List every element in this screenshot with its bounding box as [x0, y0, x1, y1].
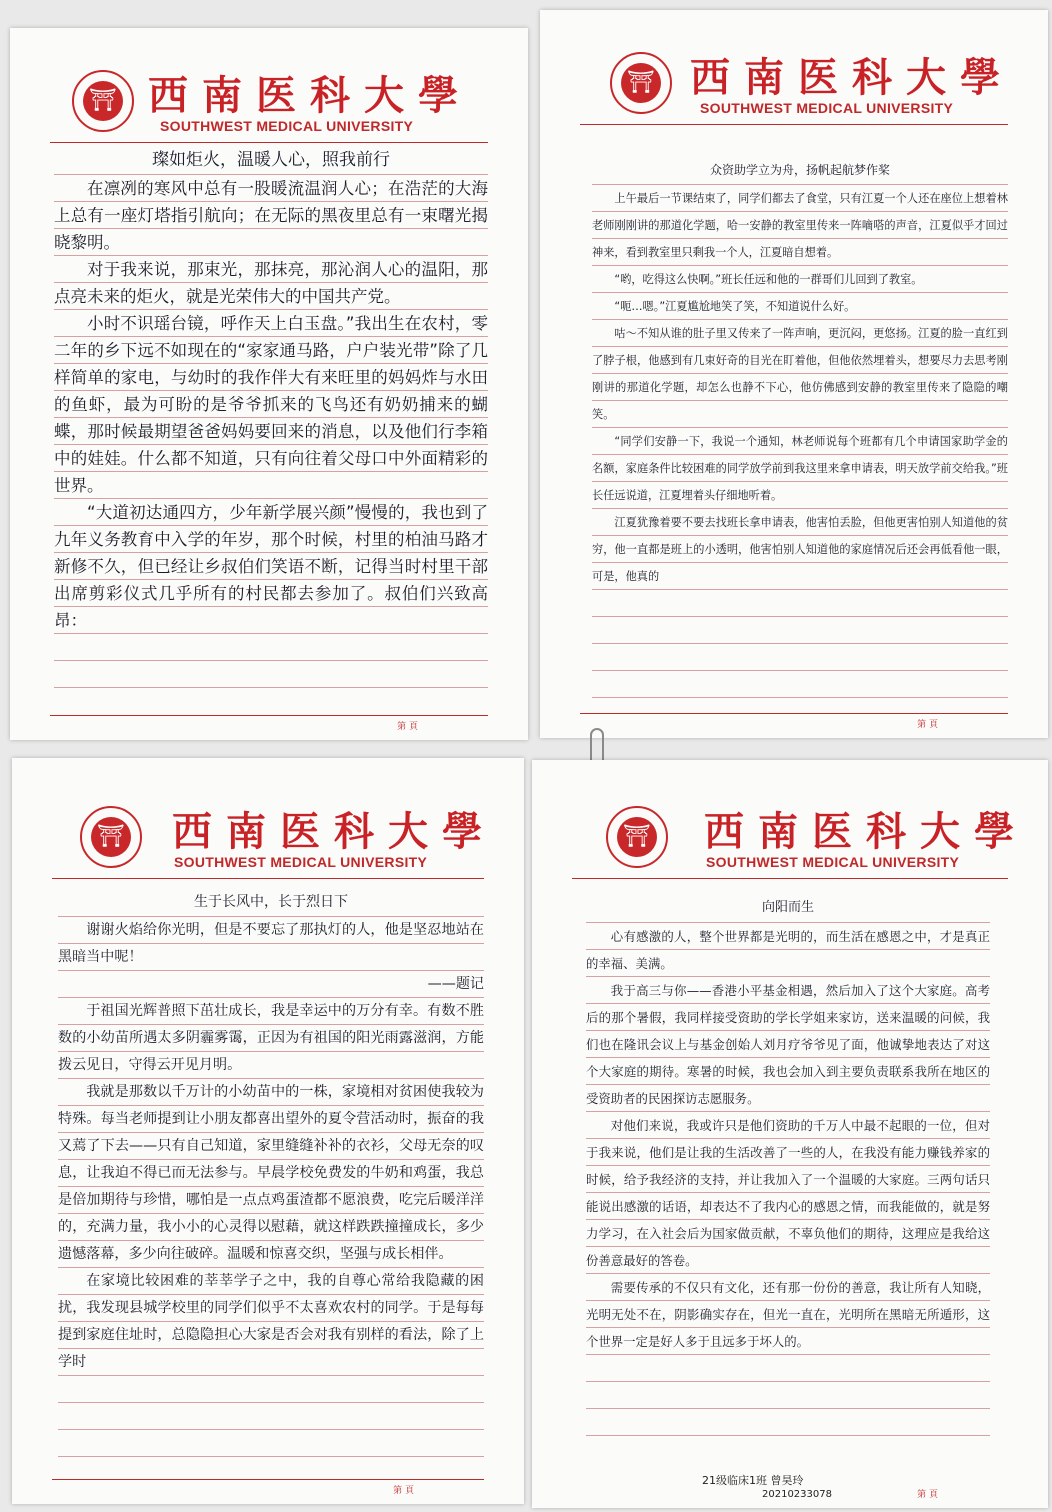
author-line: 21级临床1班 曾昊玲 — [702, 1474, 804, 1487]
paragraph: 对于我来说，那束光，那抹亮，那沁润人心的温阳，那点亮未来的炬火，就是光荣伟大的中国共产党。 — [54, 260, 488, 306]
university-name-cn: 西南医科大學 — [172, 808, 496, 855]
essay-body — [54, 148, 488, 708]
header-rule — [50, 142, 488, 143]
university-name-cn: 西南医科大學 — [148, 72, 472, 119]
university-name-en: SOUTHWEST MEDICAL UNIVERSITY — [174, 854, 428, 870]
paragraph: “呃…嗯。”江夏尴尬地笑了笑，不知道说什么好。 — [614, 300, 856, 313]
university-header — [10, 62, 528, 142]
paragraph: 需要传承的不仅只有文化，还有那一份份的善意，我让所有人知晓，光明无处不在，阴影确实存在，但光一直在，光明所在黑暗无所遁形，这个世界一定是好人多于且远多于坏人的。 — [586, 1280, 990, 1349]
essay-title: 生于长风中，长于烈日下 — [194, 894, 348, 910]
university-name-cn: 西南医科大學 — [704, 808, 1028, 855]
university-name-en: SOUTHWEST MEDICAL UNIVERSITY — [706, 854, 960, 870]
page-number-label: 第 頁 — [917, 1490, 938, 1500]
university-header — [12, 798, 524, 878]
paragraph: 小时不识瑶台镜，呼作天上白玉盘。”我出生在农村，零二年的乡下远不如现在的“家家通马路，户户装光带”除了几样简单的家电，与幼时的我作伴大有来旺里的妈妈炸与水田的鱼虾，最为可盼的是爷爷抓来的飞鸟还有奶奶捕来的蝴蝶，那时候最期望爸爸妈妈要回来的消息，以及他们行李箱中的娃娃。什么都不知道，只有向往着父母口中外面精彩的世界。 — [54, 314, 488, 495]
essay-title: 璨如炬火，温暖人心，照我前行 — [152, 150, 390, 170]
page-number-label: 第 頁 — [393, 1486, 414, 1496]
university-logo: ⛩ — [80, 806, 142, 868]
page-number-label: 第 頁 — [397, 722, 418, 732]
essay-title: 向阳而生 — [761, 900, 814, 915]
university-logo: ⛩ — [72, 70, 134, 132]
paragraph: 在家境比较困难的莘莘学子之中，我的自尊心常给我隐藏的困扰，我发现县城学校里的同学们似乎不太喜欢农村的同学。于是每每提到家庭住址时，总隐隐担心大家是否会对我有别样的看法，除了上学时 — [58, 1273, 484, 1370]
paragraph: 江夏犹豫着要不要去找班长拿申请表，他害怕丢脸，但他更害怕别人知道他的贫穷，他一直都是班上的小透明，他害怕别人知道他的家庭情况后还会再低看他一眼，可是，他真的 — [592, 516, 1008, 583]
header-rule — [572, 878, 1008, 879]
paragraph: 我于高三与你——香港小平基金相遇，然后加入了这个大家庭。高考后的那个暑假，我同样接受资助的学长学姐来家访，送来温暖的问候，我们也在隆讯会议上与基金创始人刘月疗爷爷见了面，他诚挚地表达了对这个大家庭的期待。寒暑的时候，我也会加入到主要负责联系我所在地区的受资助者的民困探访志愿服务。 — [586, 983, 990, 1106]
university-name-cn: 西南医科大學 — [690, 54, 1014, 101]
university-header — [532, 798, 1048, 878]
university-name-en: SOUTHWEST MEDICAL UNIVERSITY — [160, 118, 414, 134]
essay-body — [592, 158, 1008, 698]
paragraph: “哟，吃得这么快啊。”班长任远和他的一群哥们儿回到了教室。 — [614, 273, 923, 286]
footer-rule — [52, 1479, 484, 1480]
paragraph: 上午最后一节课结束了，同学们都去了食堂，只有江夏一个人还在座位上想着林老师刚刚讲的那道化学题，哈一安静的教室里传来一阵嘀嗒的声音，江夏似乎才回过神来，看到教室里只剩我一个人，江夏暗自想着。 — [592, 192, 1008, 259]
epigraph-sign: ——题记 — [427, 976, 484, 992]
student-id: 20210233078 — [762, 1489, 832, 1500]
essay-title: 众资助学立为舟，扬帆起航梦作桨 — [709, 163, 890, 177]
university-header — [540, 44, 1048, 124]
paragraph: 于祖国光辉普照下茁壮成长，我是幸运中的万分有幸。有数不胜数的小幼苗所遇太多阴霾雾霭，正因为有祖国的阳光雨露滋润，方能拨云见日，守得云开见月明。 — [58, 1003, 484, 1073]
paragraph: “大道初达通四方，少年新学展兴颜”慢慢的，我也到了九年义务教育中入学的年岁，那个时候，村里的柏油马路才新修不久，但已经让乡叔伯们笑语不断，记得当时村里干部出席剪彩仪式几乎所有的村民都去参加了。叔伯们兴致高昂： — [54, 503, 488, 630]
essay-body — [586, 896, 990, 1456]
footer-rule — [580, 713, 1008, 714]
footer-rule — [50, 715, 488, 716]
essay-body — [58, 890, 484, 1475]
paragraph: 对他们来说，我或许只是他们资助的千万人中最不起眼的一位，但对于我来说，他们是让我的生活改善了一些的人，在我没有能力赚钱养家的时候，给予我经济的支持，并让我加入了一个温暖的大家庭。三两句话只能说出感激的话语，却表达不了我内心的感恩之情，而我能做的，就是努力学习，在入社会后为国家做贡献，不辜负他们的期待，这理应是我给这份善意最好的答卷。 — [586, 1118, 990, 1268]
university-logo: ⛩ — [610, 52, 672, 114]
header-rule — [52, 878, 484, 879]
university-logo: ⛩ — [606, 806, 668, 868]
essay-page-1 — [10, 28, 528, 740]
essay-page-4 — [532, 760, 1048, 1508]
paragraph: 在凛冽的寒风中总有一股暖流温润人心；在浩茫的大海上总有一座灯塔指引航向；在无际的黑夜里总有一束曙光揭晓黎明。 — [54, 179, 488, 252]
page-number-label: 第 頁 — [917, 720, 938, 730]
paragraph: 我就是那数以千万计的小幼苗中的一株，家境相对贫困使我较为特殊。每当老师提到让小朋友都喜出望外的夏令营活动时，振奋的我又蔫了下去——只有自己知道，家里缝缝补补的衣衫，父母无奈的叹息，让我迫不得已而无法参与。早晨学校免费发的牛奶和鸡蛋，我总是倍加期待与珍惜，哪怕是一点点鸡蛋渣都不愿浪费，吃完后暖洋洋的，充满力量，我小小的心灵得以慰藉，就这样跌跌撞撞成长，多少遗憾落幕，多少向往破碎。温暖和惊喜交织，坚强与成长相伴。 — [58, 1084, 484, 1262]
essay-page-2 — [540, 10, 1048, 738]
author-signature — [702, 1474, 832, 1502]
paragraph: “同学们安静一下，我说一个通知，林老师说每个班都有几个申请国家助学金的名额，家庭条件比较困难的同学放学前到我这里来拿申请表，明天放学前交给我。”班长任远说道，江夏埋着头仔细地听着。 — [592, 435, 1008, 502]
paragraph: 咕～不知从谁的肚子里又传来了一阵声响，更沉闷，更悠扬。江夏的脸一直红到了脖子根，他感到有几束好奇的目光在盯着他，但他依然埋着头，想要尽力去思考刚刚讲的那道化学题，却怎么也静不下心，他仿佛感到安静的教室里传来了隐隐的嘲笑。 — [592, 327, 1008, 421]
paragraph: 心有感激的人，整个世界都是光明的，而生活在感恩之中，才是真正的幸福、美满。 — [586, 929, 990, 971]
header-rule — [580, 124, 1008, 125]
essay-page-3 — [12, 758, 524, 1504]
epigraph: 谢谢火焰给你光明，但是不要忘了那执灯的人，他是坚忍地站在黑暗当中呢！ — [58, 922, 484, 965]
university-name-en: SOUTHWEST MEDICAL UNIVERSITY — [700, 100, 954, 116]
